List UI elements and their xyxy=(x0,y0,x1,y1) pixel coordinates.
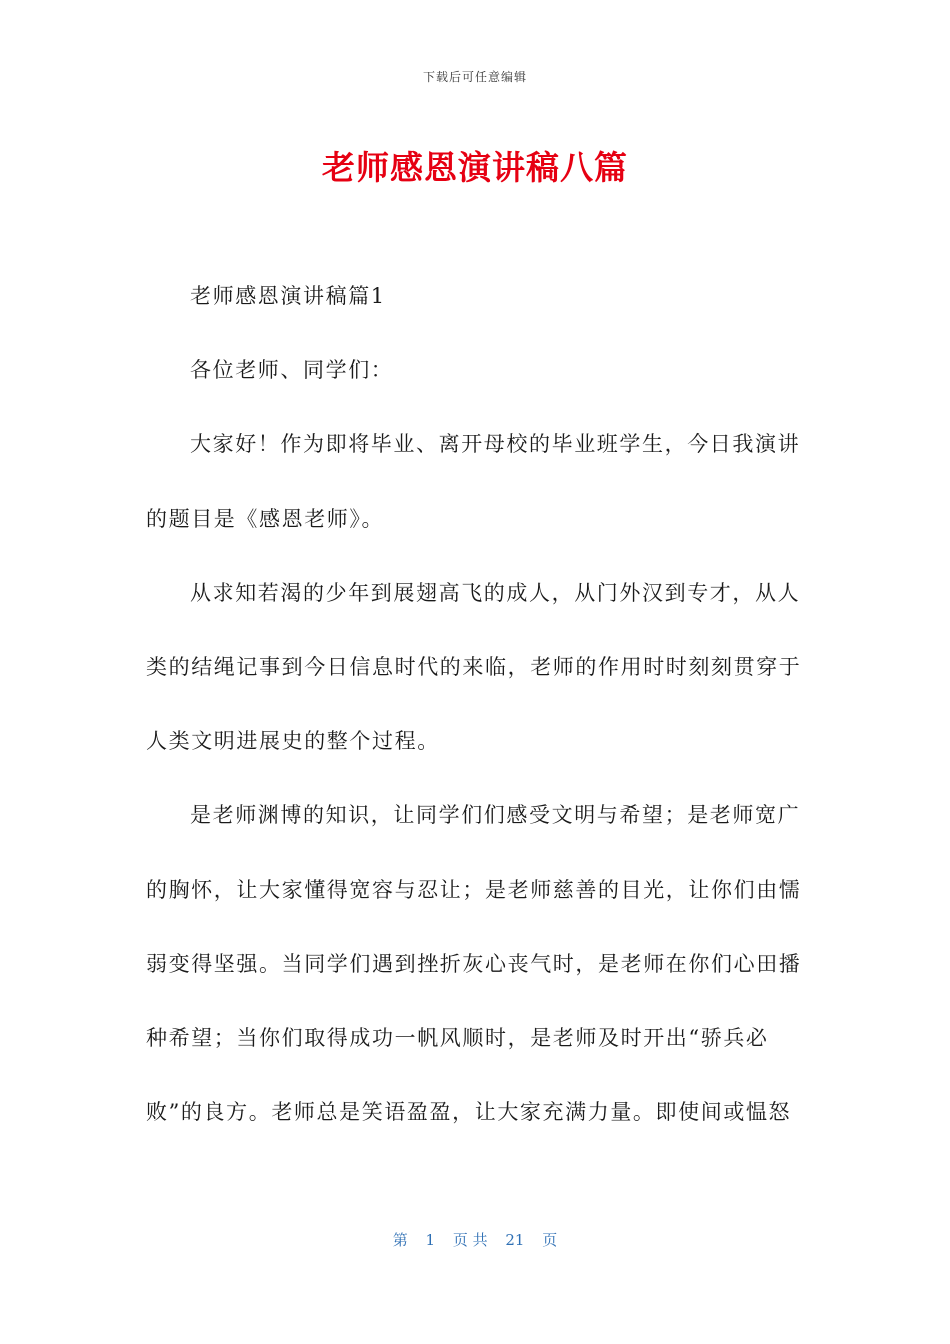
footer-page-mid: 页 共 xyxy=(452,1231,488,1249)
document-body xyxy=(146,276,806,1166)
page-footer xyxy=(0,1229,950,1250)
footer-current-page: 1 xyxy=(425,1231,436,1249)
footer-page-prefix: 第 xyxy=(392,1231,408,1249)
body-line: 类的结绳记事到今日信息时代的来临，老师的作用时时刻刻贯穿于 xyxy=(146,654,802,679)
body-line: 弱变得坚强。当同学们遇到挫折灰心丧气时，是老师在你们心田播 xyxy=(146,951,802,976)
body-line: 种希望；当你们取得成功一帆风顺时，是老师及时开出“骄兵必 xyxy=(146,1025,769,1050)
body-line: 是老师渊博的知识，让同学们们感受文明与希望；是老师宽广 xyxy=(190,803,801,828)
header-note: 下载后可任意编辑 xyxy=(422,70,527,84)
body-line: 人类文明进展史的整个过程。 xyxy=(146,729,440,754)
body-line: 大家好！作为即将毕业、离开母校的毕业班学生，今日我演讲 xyxy=(190,432,801,457)
document-title: 老师感恩演讲稿八篇 xyxy=(322,148,628,187)
body-line: 的题目是《感恩老师》。 xyxy=(146,506,385,531)
body-line: 从求知若渴的少年到展翅高飞的成人，从门外汉到专才，从人 xyxy=(190,580,801,605)
body-line: 的胸怀，让大家懂得宽容与忍让；是老师慈善的目光，让你们由懦 xyxy=(146,877,802,902)
footer-total-pages: 21 xyxy=(505,1231,525,1249)
body-line: 败”的良方。老师总是笑语盈盈，让大家充满力量。即使间或愠怒 xyxy=(146,1100,792,1125)
footer-page-suffix: 页 xyxy=(542,1231,558,1249)
body-line: 老师感恩演讲稿篇1 xyxy=(190,284,386,308)
body-line: 各位老师、同学们： xyxy=(190,358,394,383)
